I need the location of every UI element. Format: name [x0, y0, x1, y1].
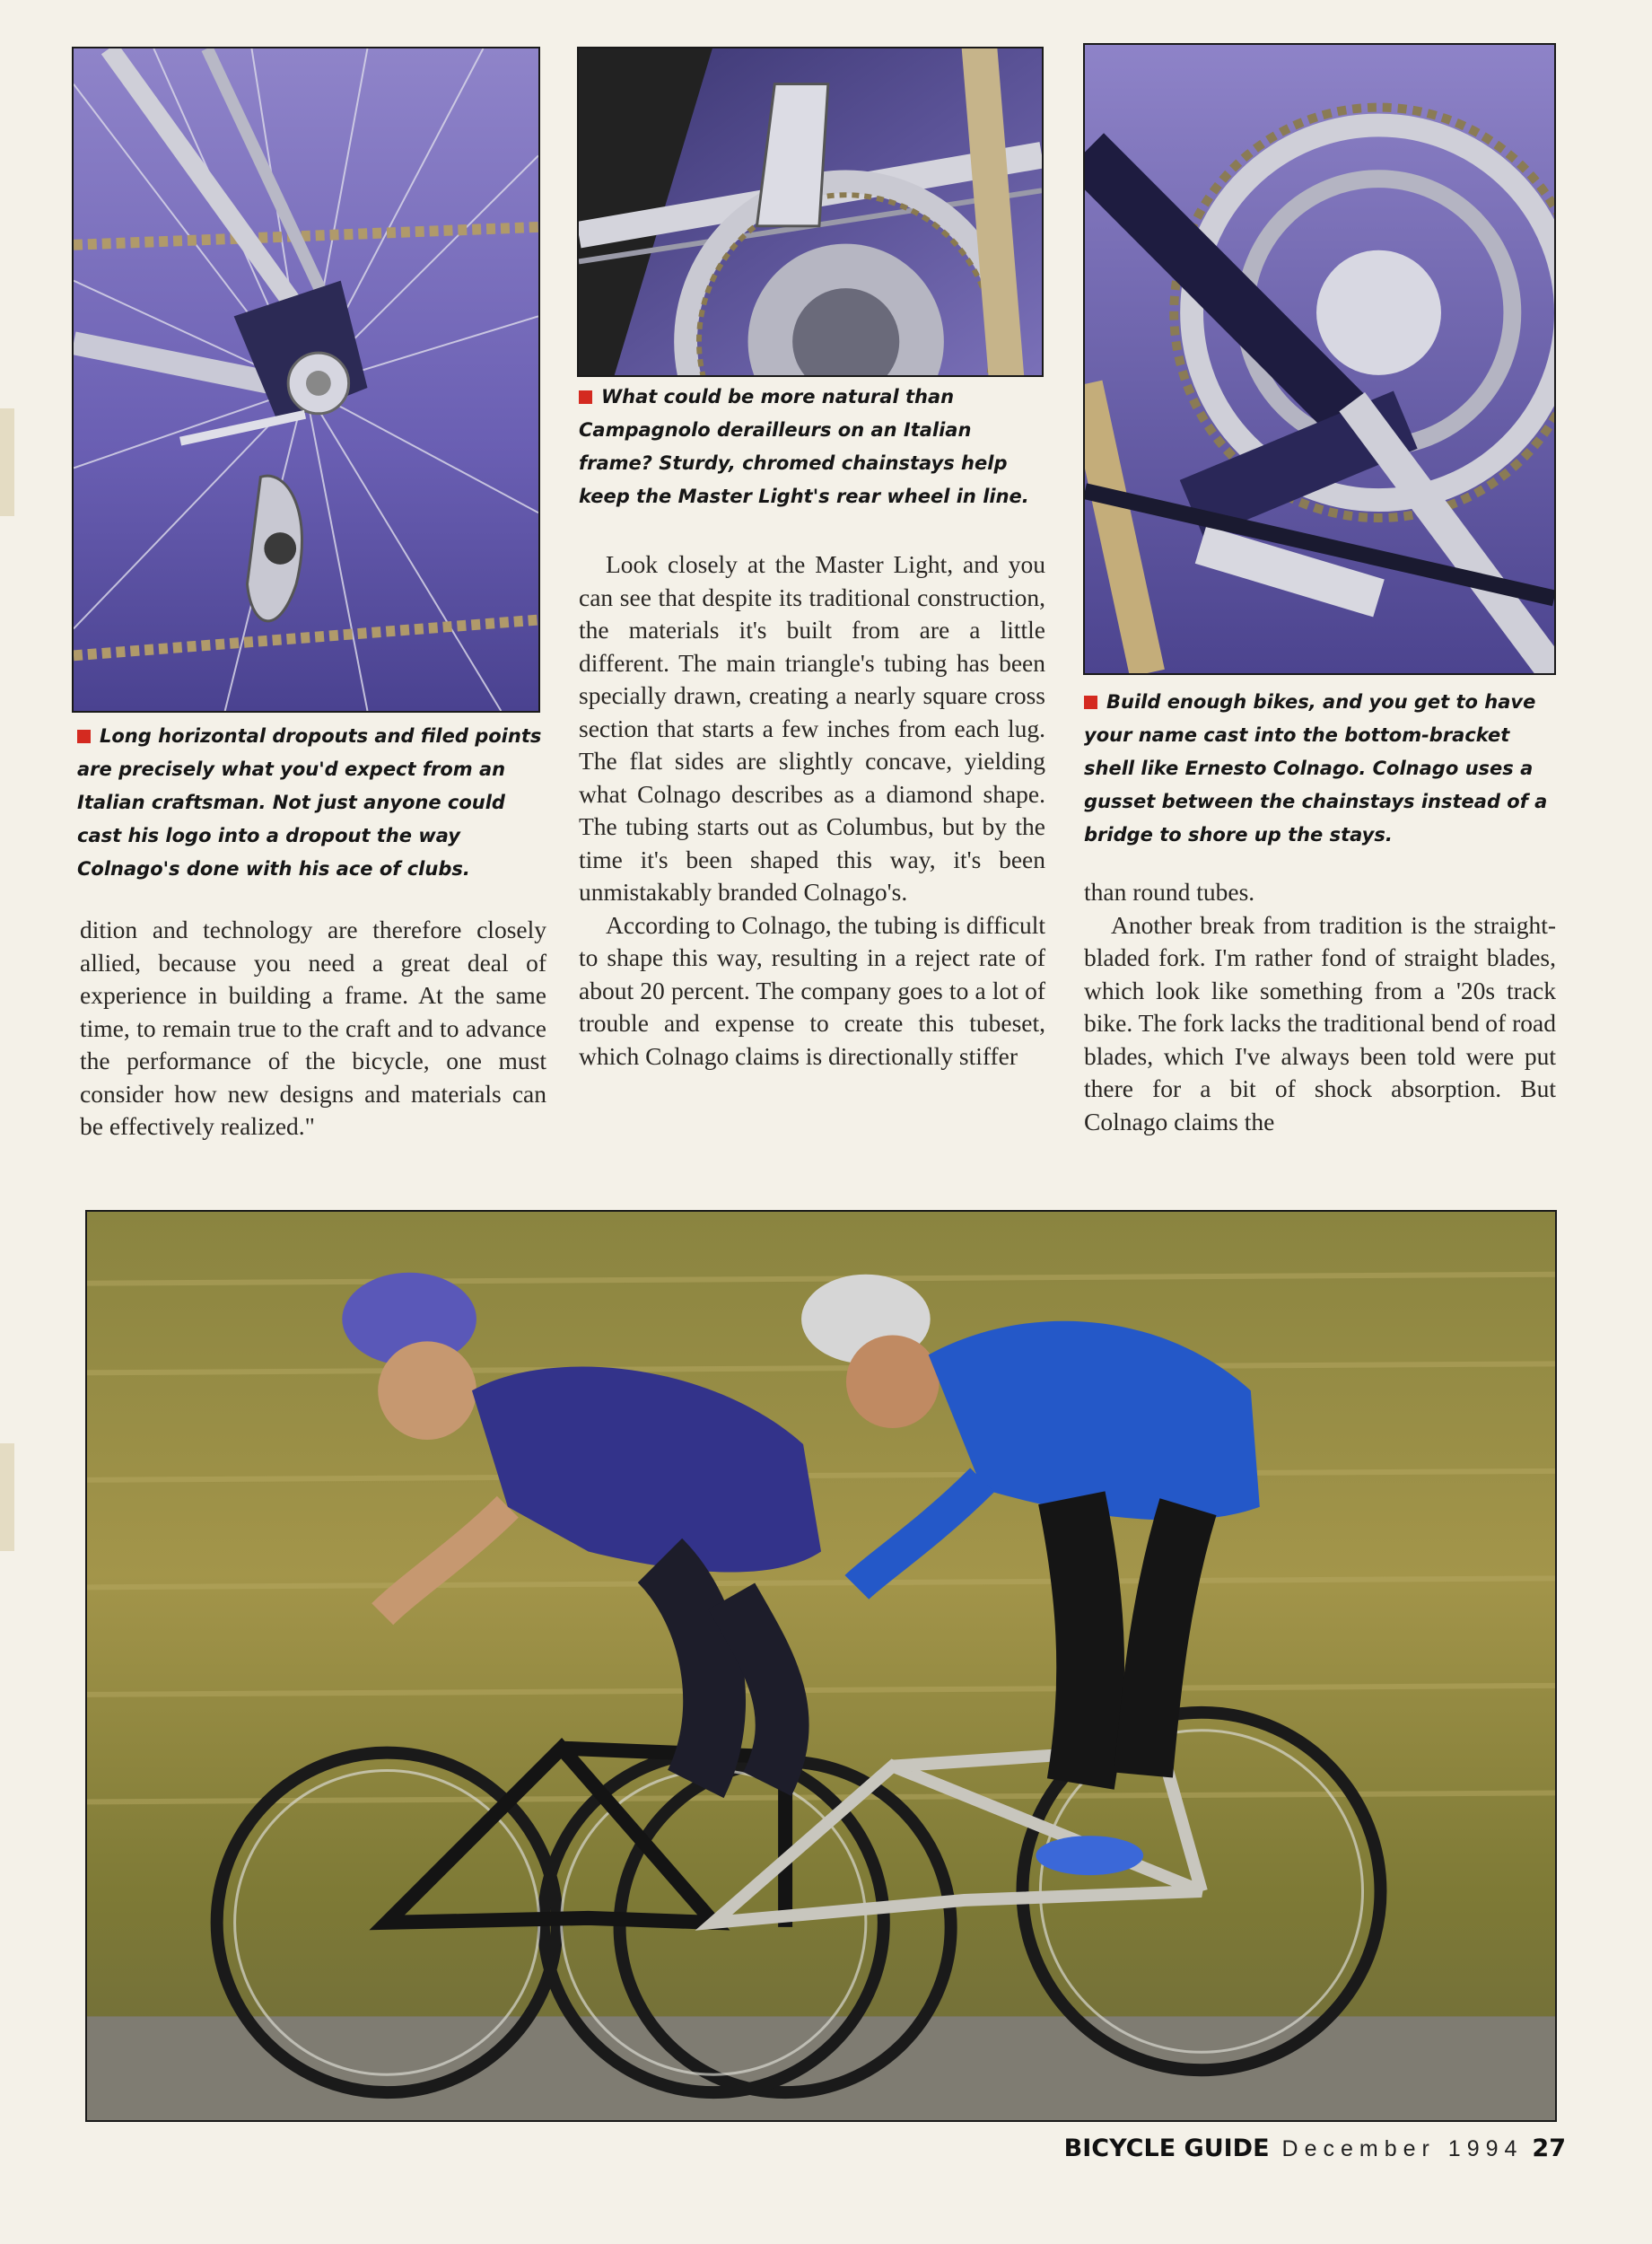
- page-footer: [0, 2134, 1566, 2170]
- paragraph: According to Colnago, the tubing is difficult to shape this way, resulting in a reject rate of about 20 percent. The company goes to a lot of trouble and expense to create this tubeset, which Colnago claims is directionally stiffer: [579, 910, 1045, 1070]
- paragraph: than round tubes.: [1084, 878, 1255, 906]
- edge-tab: [0, 1443, 14, 1551]
- photo-bottom-bracket: [1083, 43, 1556, 675]
- riders-illustration: [87, 1212, 1555, 2120]
- caption-text: What could be more natural than Campagnolo derailleurs on an Italian frame? Sturdy, chromed chainstays help keep the Master Light's rear wheel in line.: [579, 386, 1029, 507]
- paragraph: Look closely at the Master Light, and you can see that despite its traditional construction, the materials it's built from are a little different. The main triangle's tubing has been specially drawn, creating a nearly square cross section that starts a few inches from each lug. The flat sides are slightly concave, yielding what Colnago describes as a diamond shape. The tubing starts out as Columbus, but by the time it's been shaped this way, it's been unmistakably branded Colnago's.: [579, 550, 1045, 906]
- edge-tab: [0, 408, 14, 516]
- caption-bottom-bracket: [1084, 686, 1557, 852]
- paragraph: Another break from tradition is the straight-bladed fork. I'm rather fond of straight blades, which look like something from a '20s track bike. The fork lacks the traditional bend of road blades, which I've always been told were put there for a bit of shock absorption. But Colnago claims the: [1084, 910, 1556, 1135]
- column-middle: [579, 548, 1045, 1073]
- caption-text: Build enough bikes, and you get to have your name cast into the bottom-bracket shell like Ernesto Colnago. Colnago uses a gusset between the chainstays instead of a bridge to shore up the stays.: [1084, 691, 1548, 846]
- caption-text: Long horizontal dropouts and filed points are precisely what you'd expect from an Italian craftsman. Not just anyone could cast his logo into a dropout the way Colnago's done with his ace of clubs.: [77, 725, 542, 880]
- magazine-name: BICYCLE GUIDE: [1063, 2134, 1270, 2162]
- issue-date: December 1994: [1281, 2136, 1524, 2161]
- photo-derailleur: [577, 47, 1044, 377]
- column-left: [80, 914, 546, 1144]
- photo-riders: [85, 1210, 1557, 2122]
- bullet-icon: [579, 390, 592, 404]
- dropout-illustration: [74, 48, 538, 711]
- paragraph: dition and technology are therefore closely allied, because you need a great deal of experience in building a frame. At the same time, to remain true to the craft and to advance the performance of the bicycle, one must consider how new designs and materials can be effectively realized.": [80, 916, 546, 1140]
- column-right: [1084, 876, 1556, 1138]
- page-number: 27: [1532, 2134, 1566, 2162]
- caption-dropout: [77, 720, 544, 886]
- bottom-bracket-illustration: [1085, 45, 1554, 673]
- bullet-icon: [1084, 696, 1097, 709]
- bullet-icon: [77, 730, 91, 743]
- photo-dropout: [72, 47, 540, 713]
- derailleur-illustration: [579, 48, 1042, 375]
- caption-derailleur: [579, 381, 1045, 513]
